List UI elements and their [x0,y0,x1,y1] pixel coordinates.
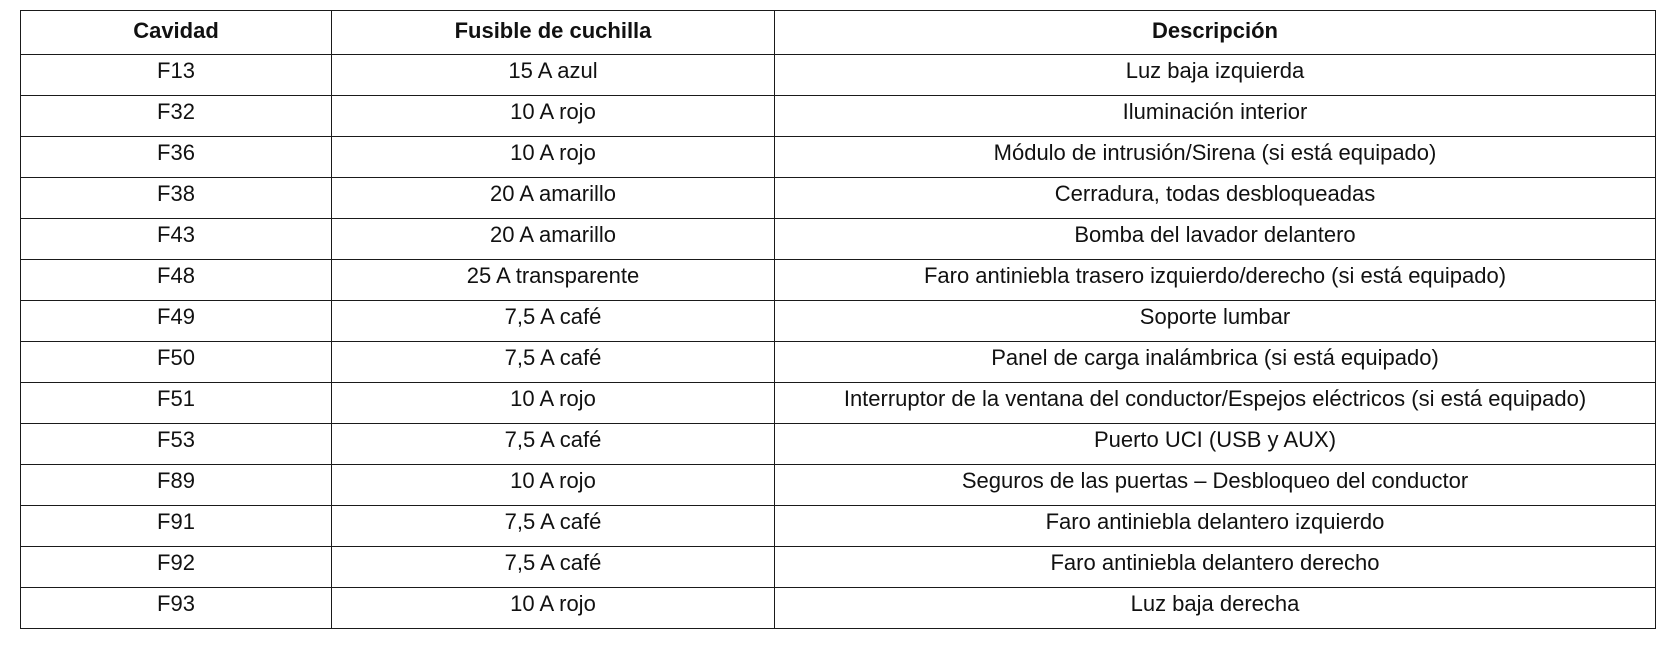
cell-cavidad: F53 [21,424,332,465]
cell-descripcion: Interruptor de la ventana del conductor/Espejos eléctricos (si está equipado) [775,383,1656,424]
cell-cavidad: F36 [21,137,332,178]
cell-descripcion: Luz baja derecha [775,588,1656,629]
cell-cavidad: F48 [21,260,332,301]
table-row [21,383,1656,424]
table-row [21,588,1656,629]
cell-descripcion: Iluminación interior [775,96,1656,137]
cell-fusible: 10 A rojo [332,96,775,137]
cell-fusible: 25 A transparente [332,260,775,301]
header-descripcion: Descripción [775,11,1656,55]
fuse-table-container [20,10,1656,629]
cell-fusible: 20 A amarillo [332,178,775,219]
table-row [21,55,1656,96]
table-row [21,301,1656,342]
cell-descripcion: Faro antiniebla delantero izquierdo [775,506,1656,547]
table-row [21,260,1656,301]
cell-fusible: 10 A rojo [332,383,775,424]
cell-cavidad: F92 [21,547,332,588]
cell-cavidad: F43 [21,219,332,260]
cell-descripcion: Seguros de las puertas – Desbloqueo del conductor [775,465,1656,506]
cell-descripcion: Módulo de intrusión/Sirena (si está equipado) [775,137,1656,178]
cell-cavidad: F93 [21,588,332,629]
table-header-row [21,11,1656,55]
header-fusible: Fusible de cuchilla [332,11,775,55]
table-row [21,342,1656,383]
cell-fusible: 7,5 A café [332,301,775,342]
cell-cavidad: F51 [21,383,332,424]
cell-fusible: 20 A amarillo [332,219,775,260]
cell-descripcion: Luz baja izquierda [775,55,1656,96]
cell-cavidad: F49 [21,301,332,342]
table-row [21,178,1656,219]
cell-fusible: 10 A rojo [332,465,775,506]
table-row [21,219,1656,260]
table-body [21,55,1656,629]
cell-descripcion: Faro antiniebla delantero derecho [775,547,1656,588]
table-row [21,547,1656,588]
cell-fusible: 7,5 A café [332,342,775,383]
cell-fusible: 7,5 A café [332,547,775,588]
cell-cavidad: F91 [21,506,332,547]
cell-fusible: 10 A rojo [332,588,775,629]
cell-descripcion: Soporte lumbar [775,301,1656,342]
cell-cavidad: F50 [21,342,332,383]
cell-descripcion: Faro antiniebla trasero izquierdo/derecho (si está equipado) [775,260,1656,301]
cell-cavidad: F89 [21,465,332,506]
cell-fusible: 7,5 A café [332,506,775,547]
cell-descripcion: Puerto UCI (USB y AUX) [775,424,1656,465]
cell-cavidad: F32 [21,96,332,137]
cell-fusible: 15 A azul [332,55,775,96]
header-cavidad: Cavidad [21,11,332,55]
cell-descripcion: Bomba del lavador delantero [775,219,1656,260]
cell-descripcion: Cerradura, todas desbloqueadas [775,178,1656,219]
cell-fusible: 10 A rojo [332,137,775,178]
cell-descripcion: Panel de carga inalámbrica (si está equipado) [775,342,1656,383]
cell-fusible: 7,5 A café [332,424,775,465]
cell-cavidad: F38 [21,178,332,219]
fuse-table [20,10,1656,629]
table-row [21,465,1656,506]
cell-cavidad: F13 [21,55,332,96]
table-row [21,96,1656,137]
table-row [21,137,1656,178]
table-row [21,506,1656,547]
table-row [21,424,1656,465]
